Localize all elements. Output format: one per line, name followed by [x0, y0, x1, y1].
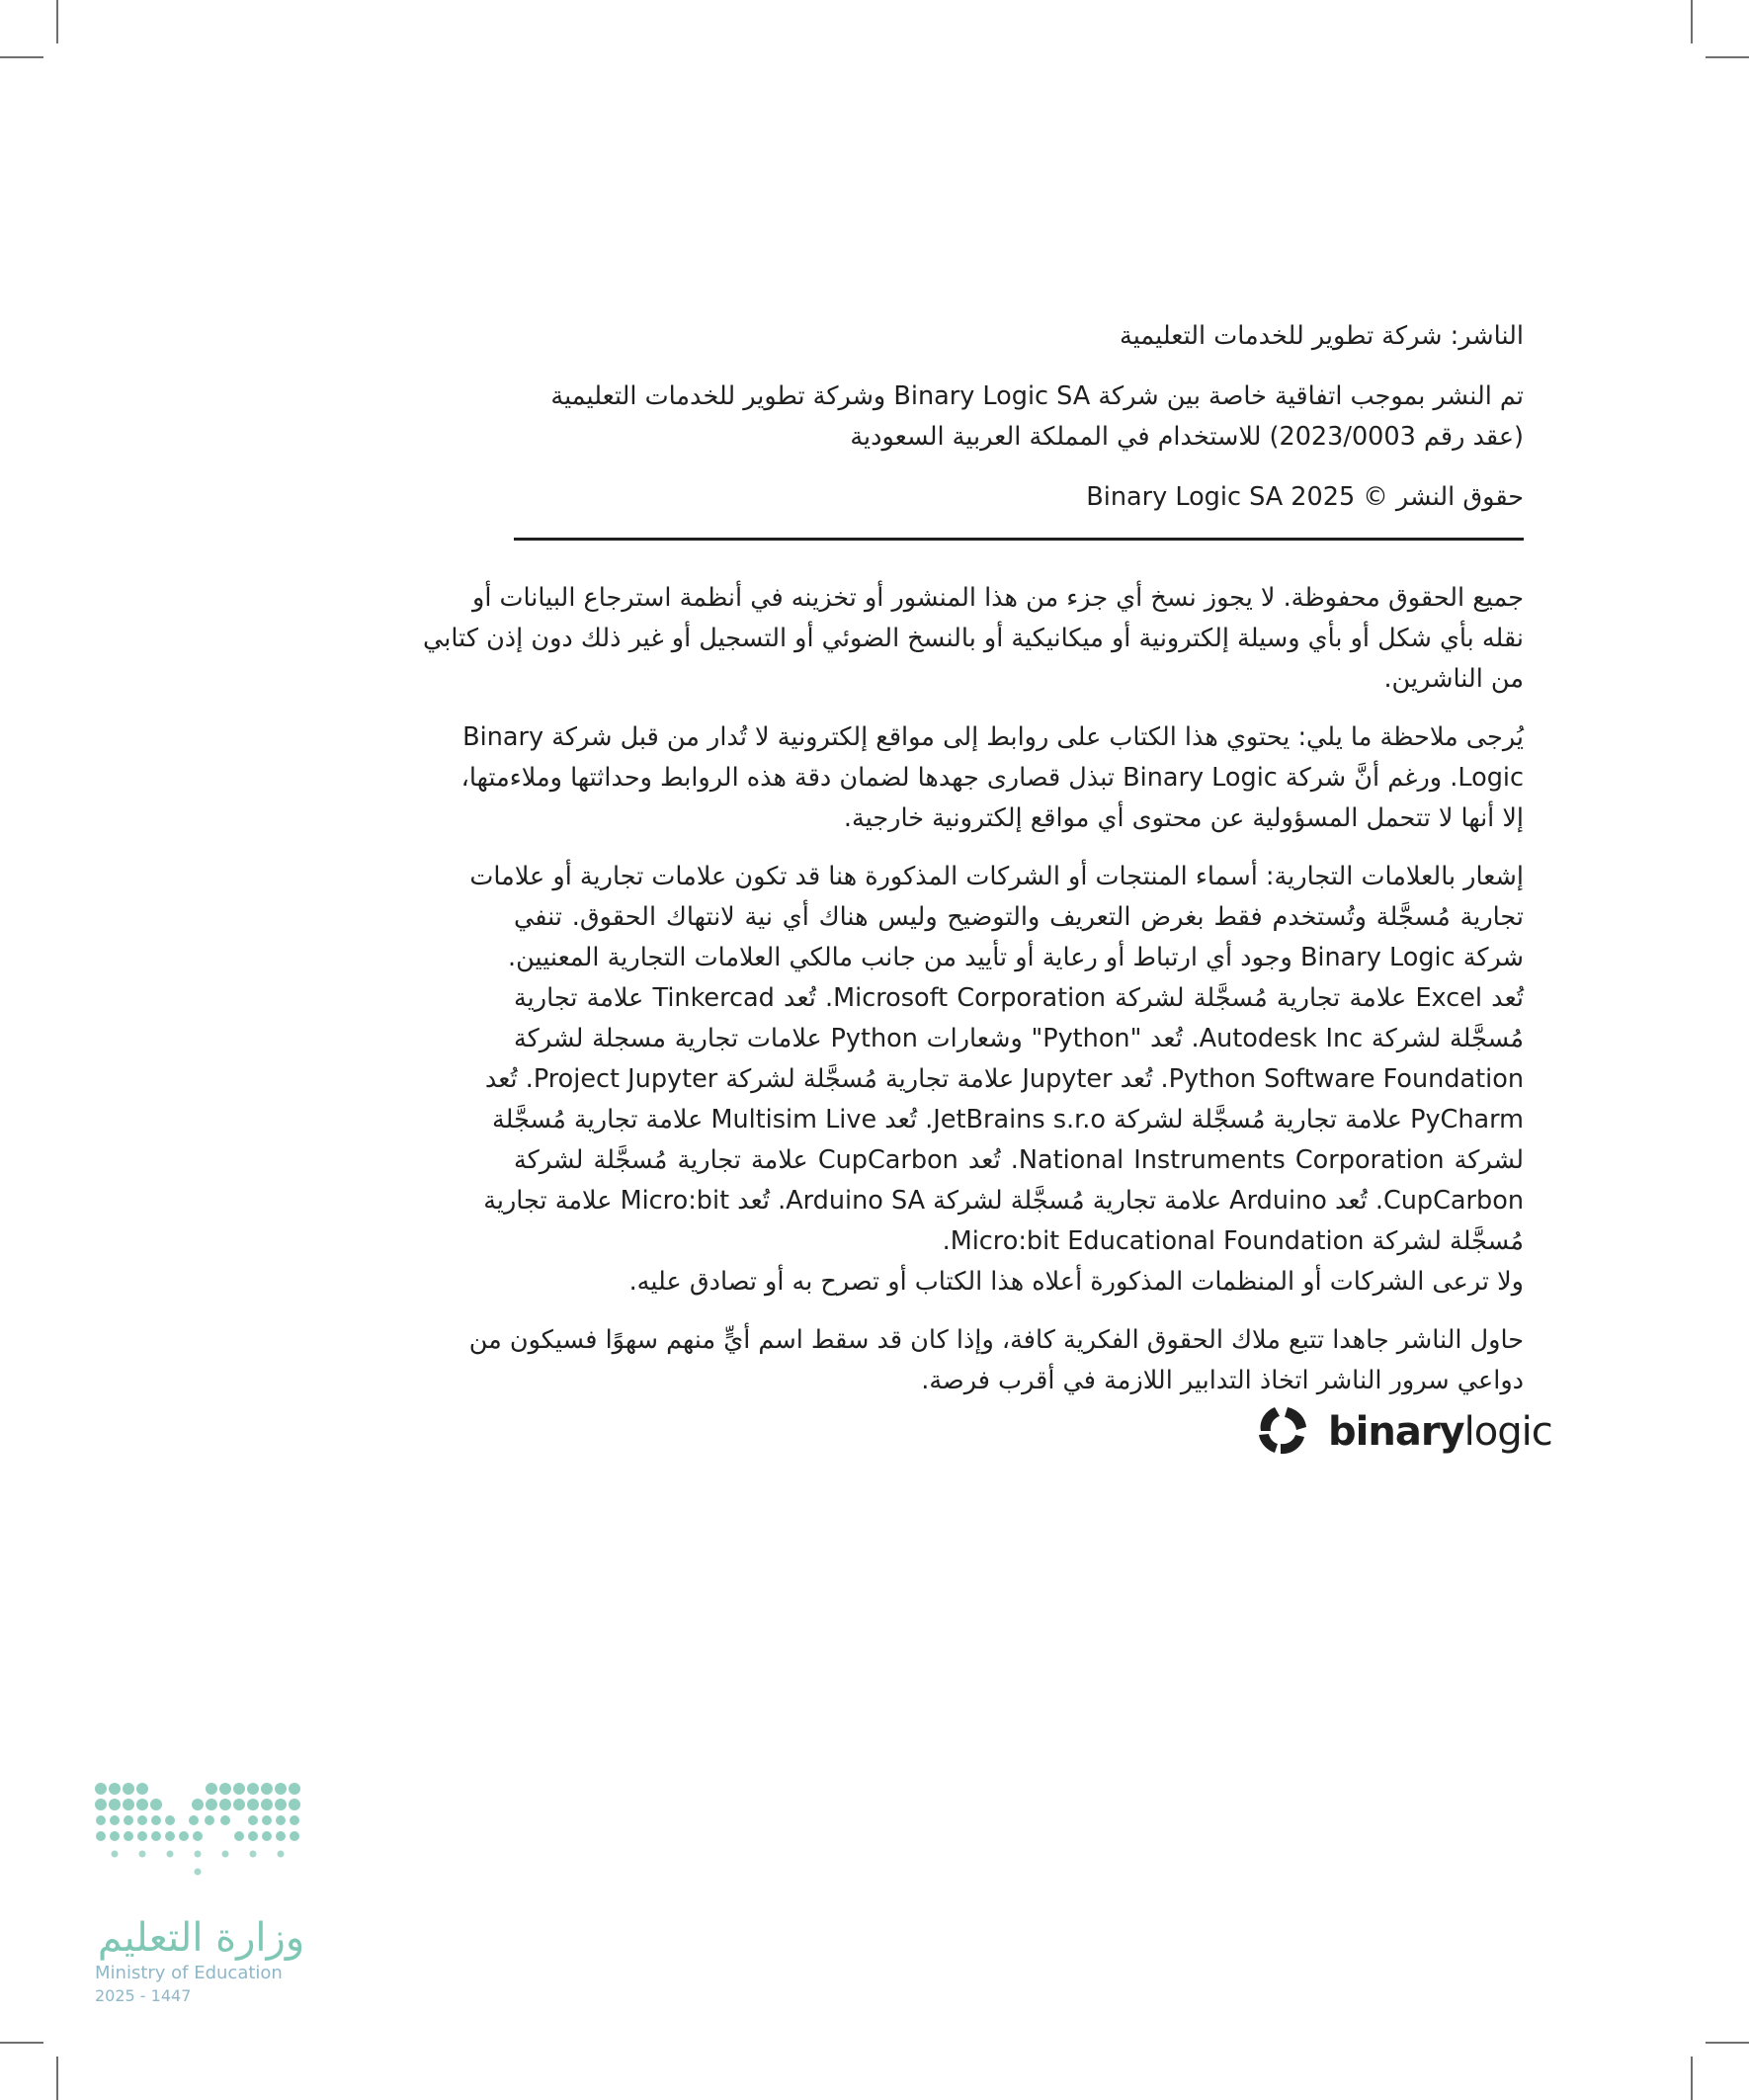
logo-dot: [233, 1783, 245, 1795]
copyright-line: حقوق النشر © Binary Logic SA 2025: [1086, 482, 1524, 512]
logo-dot: [261, 1799, 273, 1810]
paragraph-line: CupCarbon. تُعد Arduino علامة تجارية مُسجَّلة لشركة Arduino SA. تُعد Micro:bit علامة تجارية: [483, 1186, 1524, 1216]
logo-dot: [110, 1831, 120, 1841]
paragraph-line: شركة Binary Logic وجود أي ارتباط أو رعاية أو تأييد من جانب مالكي العلامات التجارية المعنيين.: [508, 943, 1524, 972]
logo-dot: [189, 1815, 199, 1825]
logo-dot: [247, 1799, 259, 1810]
agreement-line: تم النشر بموجب اتفاقية خاصة بين شركة Binary Logic SA وشركة تطوير للخدمات التعليمية: [550, 381, 1524, 411]
logo-dot: [206, 1799, 217, 1810]
paragraph-line: ولا ترعى الشركات أو المنظمات المذكورة أعلاه هذا الكتاب أو تصرح به أو تصادق عليه.: [628, 1267, 1524, 1297]
logo-dot: [262, 1815, 272, 1825]
logo-dot: [233, 1799, 245, 1810]
copyright-page-content: [423, 316, 1524, 1419]
logo-dot: [136, 1783, 148, 1795]
ministry-years: 2025 - 1447: [95, 1986, 192, 2005]
logo-dot: [110, 1815, 120, 1825]
crop-mark-top-left-v: [56, 0, 58, 43]
paragraph-line: إشعار بالعلامات التجارية: أسماء المنتجات أو الشركات المذكورة هنا قد تكون علامات تجارية أو علامات: [469, 862, 1524, 891]
publisher-info: [514, 316, 1524, 518]
paragraph-line: حاول الناشر جاهدا تتبع ملاك الحقوق الفكرية كافة، وإذا كان قد سقط اسم أيٍّ منهم سهوًا فسيكون من: [468, 1325, 1524, 1355]
ip-notice-paragraph: [468, 1320, 1524, 1401]
crop-mark-bottom-right-h: [1706, 2042, 1749, 2044]
logo-dot: [276, 1815, 286, 1825]
logo-dot: [275, 1799, 287, 1810]
logo-dot: [192, 1799, 204, 1810]
logo-dot: [123, 1799, 134, 1810]
logo-dot: [137, 1815, 147, 1825]
binarylogic-wordmark: [1328, 1407, 1552, 1457]
logo-dot: [290, 1831, 299, 1841]
agreement-line: (عقد رقم 2023/0003) للاستخدام في المملكة العربية السعودية: [850, 422, 1524, 452]
crop-mark-bottom-left-h: [0, 2042, 43, 2044]
logo-dot: [250, 1851, 257, 1858]
trademark-notice-paragraph: [469, 857, 1524, 1302]
logo-dot: [95, 1799, 107, 1810]
logo-dot: [165, 1815, 175, 1825]
logo-dot: [219, 1799, 231, 1810]
wordmark-bold: binary: [1328, 1409, 1464, 1455]
ministry-arabic-name: وزارة التعليم: [97, 1915, 305, 1961]
crop-mark-top-right-v: [1691, 0, 1693, 43]
logo-dot: [206, 1783, 217, 1795]
logo-dot: [112, 1851, 119, 1858]
paragraph-line: Logic. ورغم أنَّ شركة Binary Logic تبذل قصارى جهدها لضمان دقة هذه الروابط وحداثتها وملاءمتها،: [460, 763, 1524, 793]
binarylogic-logo: [1255, 1403, 1552, 1461]
paragraph-line: جميع الحقوق محفوظة. لا يجوز نسخ أي جزء من هذا المنشور أو تخزينه في أنظمة استرجاع البيانات أو: [472, 583, 1524, 613]
crop-mark-top-left-h: [0, 56, 43, 58]
logo-dot: [95, 1783, 107, 1795]
ministry-of-education-logo: [95, 1779, 322, 2016]
logo-dot: [151, 1815, 161, 1825]
rights-paragraph: [423, 578, 1524, 700]
logo-dot: [124, 1815, 133, 1825]
paragraph-line: PyCharm علامة تجارية مُسجَّلة لشركة JetBrains s.r.o. تُعد Multisim Live علامة تجارية مُسجَّلة: [491, 1105, 1524, 1134]
logo-dot: [96, 1815, 106, 1825]
crop-mark-bottom-right-v: [1691, 2057, 1693, 2100]
publisher-line: الناشر: شركة تطوير للخدمات التعليمية: [1120, 321, 1524, 351]
section-divider: [514, 538, 1524, 541]
logo-dot: [136, 1799, 148, 1810]
logo-dot: [222, 1851, 229, 1858]
binarylogic-swirl-icon: [1255, 1403, 1310, 1459]
wordmark-light: logic: [1463, 1409, 1552, 1455]
ministry-english-name: Ministry of Education: [95, 1963, 283, 1983]
logo-dot: [262, 1831, 272, 1841]
paragraph-line: دواعي سرور الناشر اتخاذ التدابير اللازمة في أقرب فرصة.: [921, 1366, 1524, 1395]
logo-dot: [195, 1869, 202, 1876]
logo-dot: [167, 1851, 174, 1858]
logo-dot: [247, 1783, 259, 1795]
logo-dot: [195, 1851, 202, 1858]
logo-dot: [139, 1851, 146, 1858]
logo-dot: [165, 1831, 175, 1841]
logo-dot: [278, 1851, 285, 1858]
paragraph-line: مُسجَّلة لشركة Micro:bit Educational Foundation.: [942, 1226, 1524, 1256]
paragraph-line: لشركة National Instruments Corporation. تُعد CupCarbon علامة تجارية مُسجَّلة لشركة: [514, 1145, 1524, 1175]
paragraph-line: يُرجى ملاحظة ما يلي: يحتوي هذا الكتاب على روابط إلى مواقع إلكترونية لا تُدار من قبل شركة Binary: [462, 722, 1524, 752]
logo-dot: [150, 1799, 162, 1810]
logo-dot: [205, 1815, 214, 1825]
logo-dot: [234, 1831, 244, 1841]
logo-dot: [193, 1831, 203, 1841]
paragraph-line: إلا أنها لا تتحمل المسؤولية عن محتوى أي مواقع إلكترونية خارجية.: [843, 803, 1524, 833]
logo-dot: [276, 1831, 286, 1841]
logo-dot: [151, 1831, 161, 1841]
logo-dot: [179, 1831, 189, 1841]
crop-mark-bottom-left-v: [56, 2057, 58, 2100]
logo-dot: [261, 1783, 273, 1795]
logo-dot: [137, 1831, 147, 1841]
ministry-dots-logo-icon: [95, 1779, 312, 1897]
crop-mark-top-right-h: [1706, 56, 1749, 58]
logo-dot: [109, 1799, 121, 1810]
logo-dot: [219, 1783, 231, 1795]
paragraph-line: تُعد Excel علامة تجارية مُسجَّلة لشركة Microsoft Corporation. تُعد Tinkercad علامة تجارية: [514, 983, 1524, 1013]
logo-dot: [109, 1783, 121, 1795]
logo-dot: [289, 1783, 300, 1795]
links-notice-paragraph: [460, 717, 1524, 839]
logo-dot: [290, 1815, 299, 1825]
logo-dot: [123, 1783, 134, 1795]
logo-dot: [275, 1783, 287, 1795]
logo-dot: [248, 1815, 258, 1825]
paragraph-line: مُسجَّلة لشركة Autodesk Inc. تُعد "Python" وشعارات Python علامات تجارية مسجلة لشركة: [514, 1024, 1524, 1053]
paragraph-line: من الناشرين.: [1383, 664, 1524, 694]
logo-dot: [96, 1831, 106, 1841]
paragraph-line: Python Software Foundation. تُعد Jupyter علامة تجارية مُسجَّلة لشركة Project Jupyter. تُعد: [484, 1064, 1524, 1094]
logo-dot: [289, 1799, 300, 1810]
paragraph-line: تجارية مُسجَّلة وتُستخدم فقط بغرض التعريف والتوضيح وليس هناك أي نية لانتهاك الحقوق. تنفي: [514, 902, 1524, 932]
agreement-paragraph: [514, 377, 1524, 458]
logo-dot: [124, 1831, 133, 1841]
logo-dot: [220, 1815, 230, 1825]
logo-dot: [248, 1831, 258, 1841]
paragraph-line: نقله بأي شكل أو بأي وسيلة إلكترونية أو ميكانيكية أو بالنسخ الضوئي أو التسجيل أو غير ذلك دون إذن كتابي: [423, 624, 1524, 653]
